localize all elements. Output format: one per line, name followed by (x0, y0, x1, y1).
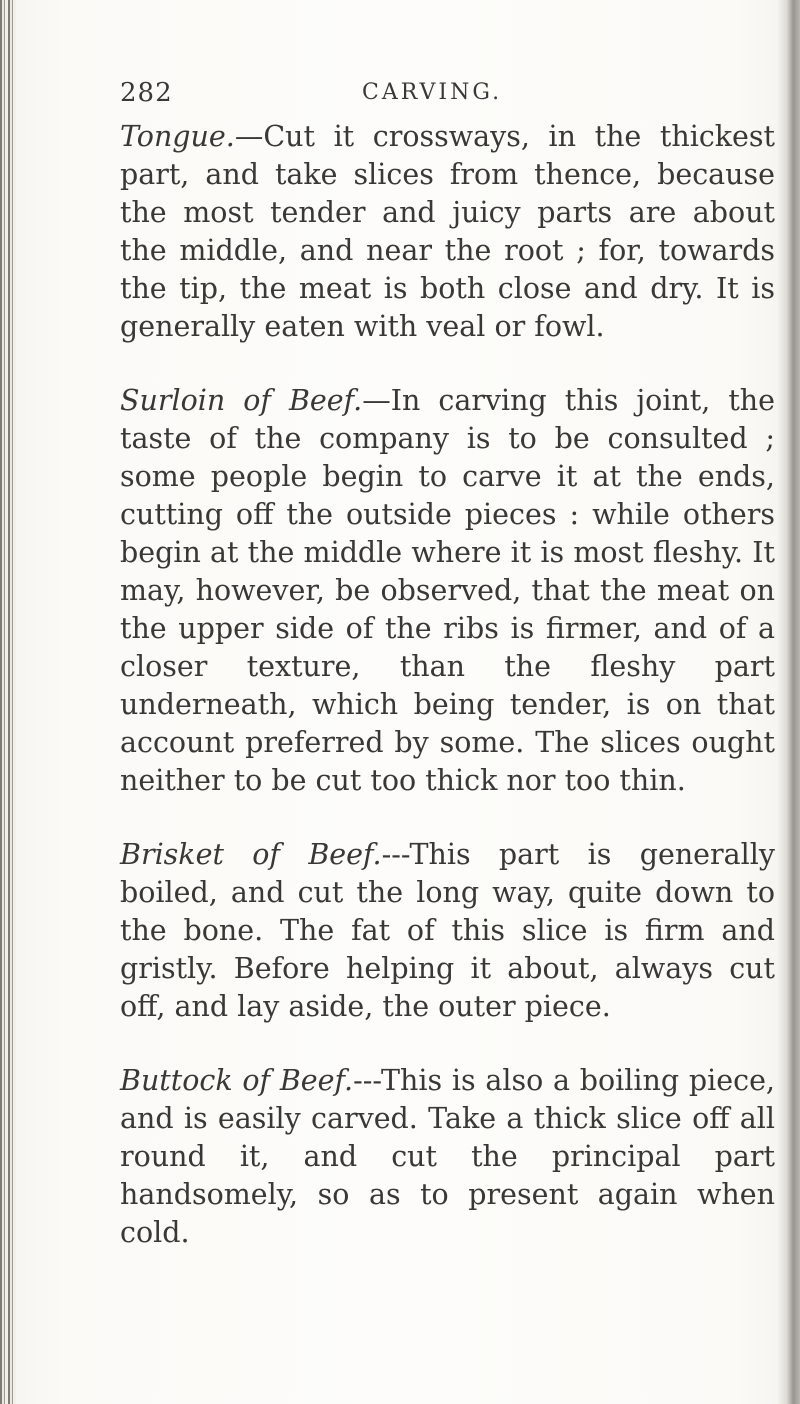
page-outer-edge (778, 0, 800, 1404)
entry-heading: Buttock of Beef. (120, 1064, 354, 1097)
section-title: CARVING. (362, 80, 503, 105)
body-text (120, 118, 775, 1288)
entry-brisket-of-beef (120, 836, 775, 1026)
entry-text: —Cut it crossways, in the thickest part, and take slices from thence, because the most tender and juicy parts are about the middle, and near the root ; for, towards the tip, the meat is both close and dry. It is generally eaten with veal or fowl. (120, 120, 775, 343)
page-number: 282 (120, 78, 173, 108)
entry-text: ---This part is generally boiled, and cut the long way, quite down to the bone. The fat of this slice is firm and gristly. Before helping it about, always cut off, and lay aside, the outer piece. (120, 838, 775, 1023)
entry-tongue (120, 118, 775, 346)
entry-buttock-of-beef (120, 1062, 775, 1252)
entry-text: —In carving this joint, the taste of the company is to be consulted ; some people begin to carve it at the ends, cutting off the outside pieces : while others begin at the middle where it is most fleshy. It may, however, be observed, that the meat on the upper side of the ribs is firmer, and of a closer texture, than the fleshy part underneath, which being tender, is on that account preferred by some. The slices ought neither to be cut too thick nor too thin. (120, 384, 775, 797)
entry-heading: Tongue. (120, 120, 235, 153)
entry-text: ---This is also a boiling piece, and is easily carved. Take a thick slice off all round it, and cut the principal part handsomely, so as to present again when cold. (120, 1064, 775, 1249)
entry-heading: Surloin of Beef. (120, 384, 363, 417)
page-gutter-edge (0, 0, 16, 1404)
entry-heading: Brisket of Beef. (120, 838, 382, 871)
entry-surloin-of-beef (120, 382, 775, 800)
running-head (120, 78, 720, 114)
